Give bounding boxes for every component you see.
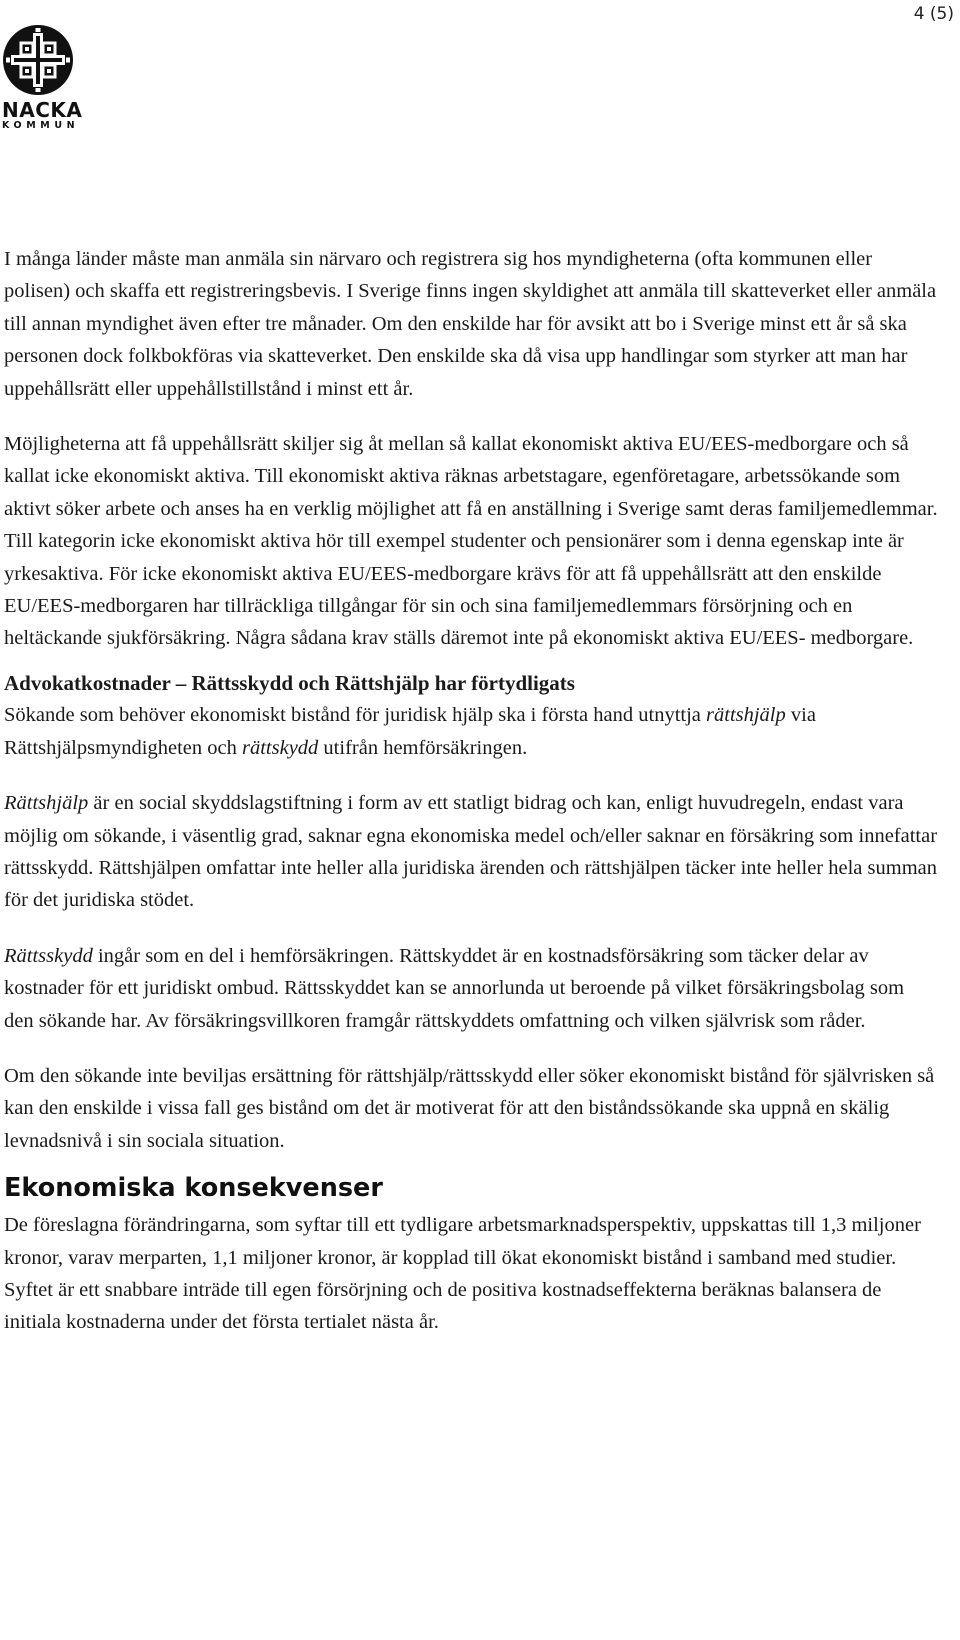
paragraph-self-risk: Om den sökande inte beviljas ersättning för rättshjälp/rättsskydd eller söker ekonomiskt bistånd för självrisken så kan den enskilde i vissa fall ges bistånd om det är motiverat för att den biståndssökande ska uppnå en skälig levnadsnivå i sin sociala situation. bbox=[4, 1064, 935, 1152]
paragraph-legal-costs bbox=[4, 699, 938, 764]
nacka-logo bbox=[2, 24, 83, 131]
text-span: utifrån hemförsäkringen. bbox=[318, 736, 528, 759]
emphasis-term: rättshjälp bbox=[706, 704, 786, 727]
page-number: 4 (5) bbox=[913, 4, 954, 24]
paragraph-rattshjalp bbox=[4, 787, 938, 917]
text-span: Sökande som behöver ekonomiskt bistånd för juridisk hjälp ska i första hand utnyttja bbox=[4, 704, 707, 727]
text-span: ingår som en del i hemförsäkringen. Rättskyddet är en kostnadsförsäkring som täcker delar av kostnader för ett juridiskt ombud. Rättsskyddet kan se annorlunda ut beroende på vilket försäkringsbolag som den sökande har. Av försäkringsvillkoren framgår rättskyddets omfattning och vilken självrisk som råder. bbox=[4, 944, 905, 1032]
paragraph-registration: I många länder måste man anmäla sin närvaro och registrera sig hos myndigheterna (ofta kommunen eller polisen) och skaffa ett registreringsbevis. I Sverige finns ingen skyldighet att anmäla till skatteverket eller anmäla till annan myndighet även efter tre månader. Om den enskilde har för avsikt att bo i Sverige minst ett år så ska personen dock folkbokföras via skatteverket. Den enskilde ska då visa upp handlingar som styrker att man har uppehållsrätt eller uppehållstillstånd i minst ett år. bbox=[4, 248, 937, 400]
emphasis-term: Rättshjälp bbox=[4, 792, 89, 815]
paragraph-rattsskydd bbox=[4, 940, 938, 1037]
document-body bbox=[4, 243, 938, 1339]
emphasis-term: rättskydd bbox=[242, 736, 319, 759]
paragraph-residence-rights: Möjligheterna att få uppehållsrätt skiljer sig åt mellan så kallat ekonomiskt aktiva EU/EES-medborgare och så kallat icke ekonomiskt aktiva. Till ekonomiskt aktiva räknas arbetstagare, egenföretagare, arbetssökande som aktivt söker arbete och anses ha en verklig möjlighet att få en anställning i Sverige samt deras familjemedlemmar. Till kategorin icke ekonomiskt aktiva hör till exempel studenter och pensionärer som i denna egenskap inte är yrkesaktiva. För icke ekonomiskt aktiva EU/EES-medborgare krävs för att få uppehållsrätt att den enskilde EU/EES-medborgaren har tillräckliga tillgångar för sin och sina familjemedlemmars försörjning och en heltäckande sjukförsäkring. Några sådana krav ställs däremot inte på ekonomiskt aktiva EU/EES- medborgare. bbox=[4, 433, 938, 650]
section-heading-economics: Ekonomiska konsekvenser bbox=[4, 1173, 383, 1204]
logo-subtitle: KOMMUN bbox=[2, 120, 80, 131]
text-span: är en social skyddslagstiftning i form av ett statligt bidrag och kan, enligt huvudregeln, endast vara möjlig om sökande, i väsentlig grad, saknar egna ekonomiska medel och/eller saknar en försäkring som innefattar rättsskydd. Rättshjälpen omfattar inte heller alla juridiska ärenden och rättshjälpen täcker inte heller hela summan för det juridiska stödet. bbox=[4, 792, 938, 912]
nacka-emblem-icon bbox=[2, 24, 74, 96]
section-subheading: Advokatkostnader – Rättsskydd och Rättshjälp har förtydligats bbox=[4, 670, 575, 695]
paragraph-economics: De föreslagna förändringarna, som syftar till ett tydligare arbetsmarknadsperspektiv, uppskattas till 1,3 miljoner kronor, varav merparten, 1,1 miljoner kronor, är kopplad till ökat ekonomiskt bistånd i samband med studier. Syftet är ett snabbare inträde till egen försörjning och de positiva kostnadseffekterna beräknas balansera de initiala kostnaderna under det första tertialet nästa år. bbox=[4, 1214, 921, 1334]
logo-name: NACKA bbox=[2, 98, 83, 122]
text-span: via Rättshjälpsmyndigheten och bbox=[4, 704, 816, 759]
emphasis-term: Rättsskydd bbox=[4, 944, 93, 967]
